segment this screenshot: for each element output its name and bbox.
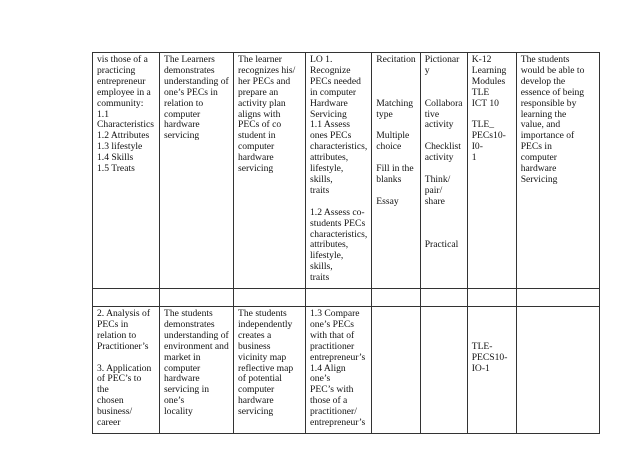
cell-text: K-12 Learning Modules TLE ICT 10 TLE_ PECs10-I0- 1 [471,54,507,164]
cell-text: LO 1. Recognize PECs needed in computer Hardware Servicing 1.1 Assess ones PECs characteristics, attributes, lifestyle, skills, traits 1.2 Assess co- students PECs characteristics, attributes, lifestyle, skills, traits [310,54,368,284]
table-cell-activities [420,307,467,434]
cell-text: vis those of a practicing entrepreneur employee in a community: 1.1 Characteristics 1.2 Attributes 1.3 lifestyle 1.4 Skills 1.5 Treats [97,54,155,175]
table-cell-activities [420,53,467,289]
table-cell-learning-competency [234,307,306,434]
curriculum-table [92,52,600,434]
table-cell-content-standard [93,53,160,289]
cell-text: The students independently creates a business vicinity map reflective map of potential computer hardware servicing [238,308,294,418]
table-cell-assessment [372,307,420,434]
table-cell-learning-competency [234,53,306,289]
cell-text: The students would be able to develop the essence of being responsible by learning the value, and importance of PECs in computer hardware Servicing [520,54,585,185]
table-cell-resources [467,307,516,434]
table-row [93,53,600,289]
table-row [93,307,600,434]
cell-text: 2. Analysis of PECs in relation to Practitioner’s 3. Application of PEC’s to the chosen business/ career [97,308,152,429]
table-cell-content-standard [93,307,160,434]
cell-text: The learner recognizes his/ her PECs and prepare an activity plan aligns with PECs of co student in computer hardware servicing [238,54,296,175]
cell-text: The Learners demonstrates understanding of one’s PECs in relation to computer hardware servicing [164,54,229,142]
cell-text: Pictionar y Collabora tive activity Checklist activity Think/ pair/ share Practical [424,54,463,251]
table-spacer-row [93,289,600,307]
table-cell-objectives [306,307,372,434]
cell-text: TLE- PECS10- IO-1 [471,340,508,374]
table-cell-assessment [372,53,420,289]
cell-text: The students demonstrates understanding of environment and market in computer hardware servicing in one’s locality [164,308,229,418]
table-cell-values [516,53,599,289]
cell-text: Recitation Matching type Multiple choice Fill in the blanks Essay [376,54,416,207]
table-cell-performance-standard [160,53,234,289]
table-cell-values [516,307,599,434]
cell-text: 1.3 Compare one’s PECs with that of practitioner entrepreneur’s 1.4 Align one’s PEC’s with those of a practitioner/ entrepreneur’s [310,308,366,429]
table-cell-objectives [306,53,372,289]
table-cell-performance-standard [160,307,234,434]
table-cell-resources [467,53,516,289]
